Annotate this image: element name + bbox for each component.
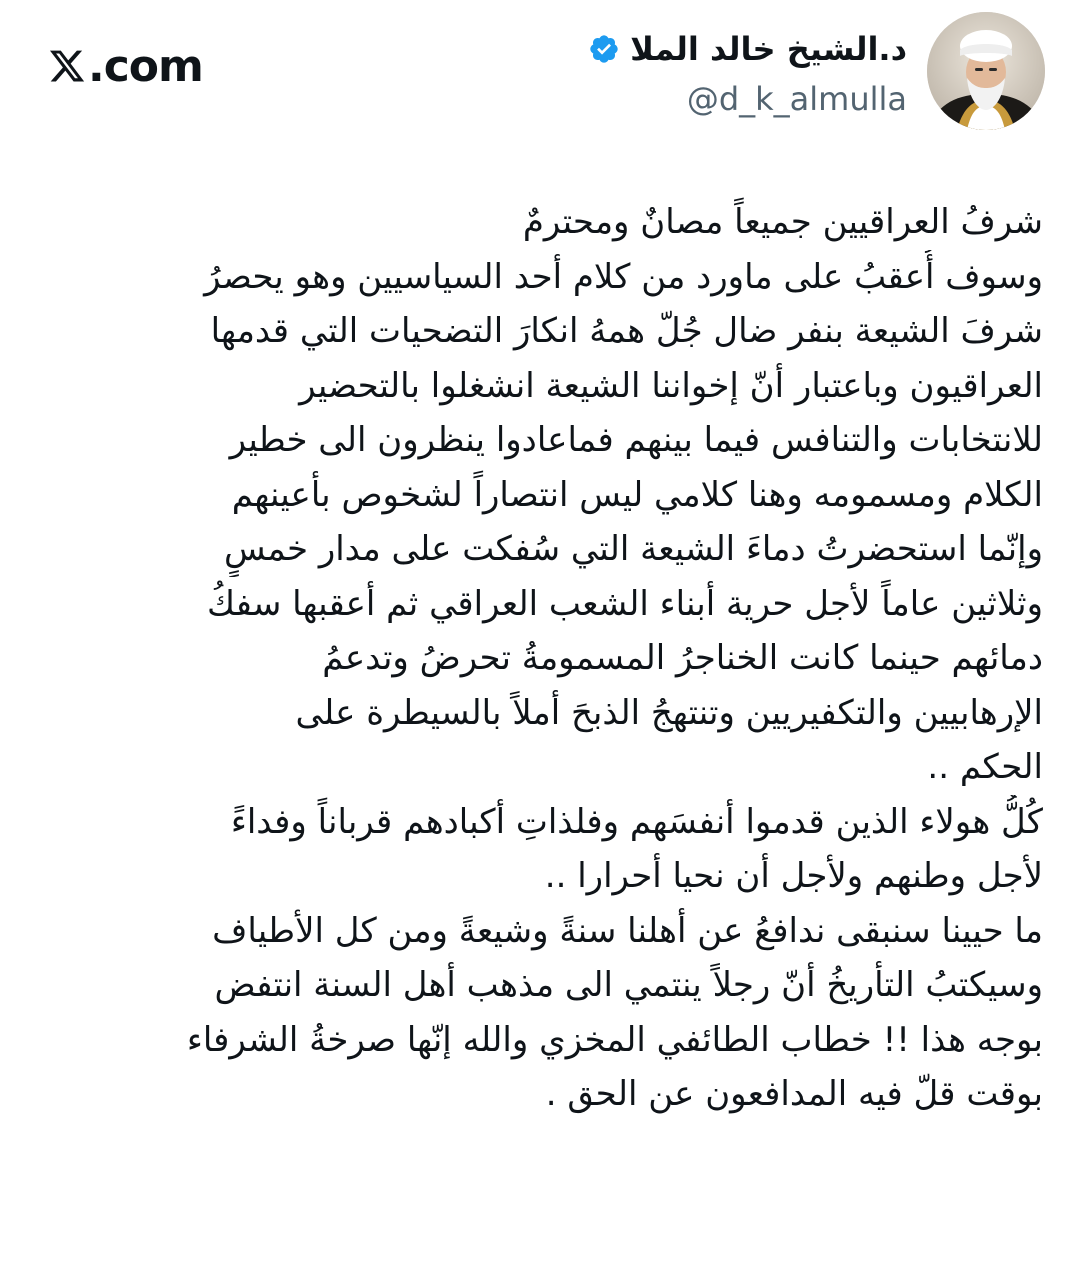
avatar-image [927, 12, 1045, 130]
tweet-text [38, 195, 1043, 1122]
tweet-line: بوقت قلّ فيه المدافعون عن الحق . [545, 1074, 1043, 1114]
tweet-line: وسوف أُعقبُ على ماورد من كلام أحد السياسيين وهو يحصرُ [204, 256, 1043, 297]
author-display-name[interactable]: د.الشيخ خالد الملا [630, 30, 907, 68]
tweet-line: كُلُّ هولاء الذين قدموا أنفسَهم وفلذاتِ أكبادهم قرباناً وفداءً [230, 801, 1043, 842]
site-logo-text: .com [88, 40, 203, 92]
tweet-line: وإنّما استحضرتُ دماءَ الشيعة التي سُفكت على مدار خمسٍ [223, 529, 1043, 569]
verified-badge-icon [588, 33, 620, 65]
tweet-line: وثلاثين عاماً لأجل حرية أبناء الشعب العراقي ثم أعقبها سفكُ [207, 583, 1043, 624]
tweet-line: شرفَ الشيعة بنفر ضال جُلّ همهُ انكارَ التضحيات التي قدمها [210, 311, 1043, 351]
tweet-line: لأجل وطنهم ولأجل أن نحيا أحرارا .. [544, 856, 1043, 896]
tweet-line: الكلام ومسمومه وهنا كلامي ليس انتصاراً لشخوص بأعينهم [231, 474, 1043, 515]
x-logo-icon [48, 47, 86, 85]
display-name-row [588, 24, 907, 74]
tweet-line: بوجه هذا !! خطاب الطائفي المخزي والله إنّها صرخةُ الشرفاء [186, 1019, 1043, 1060]
tweet-line: الإرهابيين والتكفيريين وتنتهجُ الذبحَ أملاً بالسيطرة على [295, 692, 1043, 733]
tweet-line: الحكم .. [927, 747, 1043, 787]
x-com-logo[interactable] [48, 36, 203, 96]
tweet-line: ما حيينا سنبقى ندافعُ عن أهلنا سنةً وشيعةً ومن كل الأطياف [212, 910, 1043, 951]
tweet-line: دمائهم حينما كانت الخناجرُ المسمومةُ تحرضُ وتدعمُ [322, 638, 1043, 678]
author-names [588, 24, 907, 118]
tweet-header [0, 0, 1065, 150]
author-handle[interactable]: @d_k_almulla [686, 80, 907, 118]
tweet-line: وسيكتبُ التأريخُ أنّ رجلاً ينتمي الى مذهب أهل السنة انتفض [214, 965, 1043, 1005]
author-block[interactable] [588, 12, 1045, 130]
tweet-line: للانتخابات والتنافس فيما بينهم فماعادوا ينظرون الى خطير [229, 420, 1043, 460]
avatar[interactable] [927, 12, 1045, 130]
tweet-line: شرفُ العراقيين جميعاً مصانٌ ومحترمٌ [522, 202, 1043, 242]
tweet-line: العراقيون وباعتبار أنّ إخواننا الشيعة انشغلوا بالتحضير [299, 365, 1043, 406]
